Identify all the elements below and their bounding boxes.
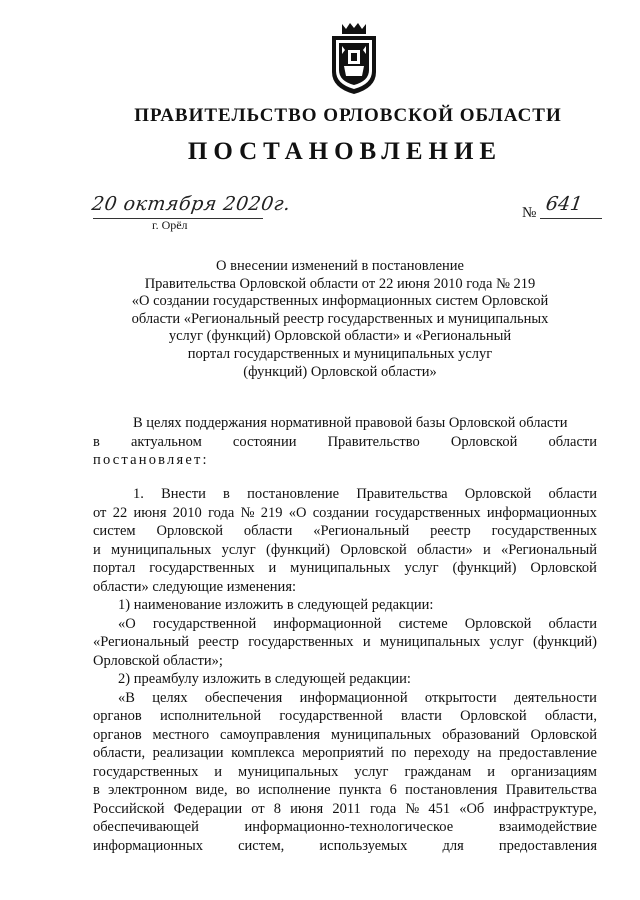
quote-line	[93, 744, 597, 763]
word: используемых	[319, 837, 408, 854]
quote-line	[93, 818, 597, 837]
word: власти	[400, 708, 442, 724]
word: Орловской	[530, 726, 597, 743]
word: по	[391, 745, 407, 761]
word: №	[405, 800, 420, 817]
quote-line: Орловской области»;	[93, 652, 223, 669]
word: во	[235, 782, 250, 798]
word: муниципальных	[330, 726, 432, 743]
title-line: портал государственных и муниципальных услуг	[187, 345, 493, 362]
word: государственных	[491, 523, 597, 539]
quote-line	[93, 726, 597, 745]
word: государственных	[375, 504, 481, 521]
word: пункта	[338, 782, 382, 798]
word: органов	[93, 726, 142, 743]
word: комплекса	[231, 745, 295, 761]
word: целях	[152, 689, 188, 706]
paragraph-line	[93, 522, 597, 541]
word: постановление	[247, 486, 340, 502]
government-heading: ПРАВИТЕЛЬСТВО ОРЛОВСКОЙ ОБЛАСТИ	[134, 105, 562, 126]
word: инфраструктуре,	[493, 800, 597, 817]
word: 451	[428, 800, 451, 817]
paragraph-line	[93, 541, 597, 560]
preamble-justified-line	[93, 433, 597, 452]
preamble	[93, 414, 597, 470]
word: государственной	[279, 708, 383, 724]
word: в	[93, 433, 100, 450]
paragraph-line: области» следующие изменения:	[93, 578, 297, 595]
word: «В	[118, 689, 135, 706]
word: системе	[398, 615, 448, 632]
word: актуальном	[130, 433, 202, 450]
word: области»	[417, 541, 473, 558]
title-line: области «Региональный реестр государственных и муниципальных	[131, 310, 549, 327]
word: 2010	[172, 504, 202, 521]
word: июня	[290, 800, 324, 817]
word: муниципальных	[290, 560, 391, 576]
paragraph-line	[93, 485, 597, 504]
word: услуг	[404, 560, 439, 576]
operative-text	[93, 485, 597, 855]
quote-line	[93, 763, 597, 782]
word: муниципальных	[238, 763, 339, 780]
word: состоянии	[232, 433, 297, 450]
word: услуг	[354, 763, 389, 780]
word: постановления	[405, 782, 498, 798]
paragraph-line	[93, 504, 597, 523]
word: 22	[112, 504, 128, 521]
word: информационной	[273, 615, 382, 632]
word: и	[362, 634, 371, 650]
word: систем,	[238, 837, 285, 854]
word: государственных	[248, 634, 354, 650]
word: информационных	[486, 504, 597, 521]
word: Федерации	[173, 800, 243, 817]
title-line: Правительства Орловской области от 22 июня 2010 года № 219	[144, 275, 536, 292]
word: июня	[133, 504, 167, 521]
quote-line	[93, 781, 597, 800]
coat-of-arms-icon	[326, 20, 382, 96]
word: информационно-технологическое	[244, 819, 454, 835]
word: обеспечения	[204, 689, 283, 706]
word: Орловской	[460, 708, 527, 724]
word: в	[93, 782, 100, 798]
word: Орловской	[156, 523, 224, 539]
word: «О	[288, 504, 307, 521]
title-line: (функций) Орловской области»	[243, 363, 437, 380]
word: исполнительной	[159, 708, 262, 724]
word: 2011	[332, 800, 361, 817]
word: реализации	[152, 745, 224, 761]
word: открытости	[424, 689, 497, 706]
word: области,	[544, 708, 597, 724]
word: государственных	[93, 763, 199, 780]
handwritten-number: 641	[544, 193, 584, 215]
word: государственных	[149, 560, 255, 576]
word: реестр	[430, 523, 471, 539]
word: в	[223, 486, 230, 502]
word: «О	[118, 615, 136, 632]
title-line: «О создании государственных информационных систем Орловской	[131, 293, 549, 310]
quote-line	[93, 837, 597, 856]
quote-line	[93, 707, 597, 726]
word: области,	[93, 745, 146, 761]
word: года	[208, 504, 235, 521]
quote-line	[93, 633, 597, 652]
word: Правительства	[505, 782, 597, 798]
word: предоставления	[498, 837, 597, 854]
word: систем	[93, 523, 136, 539]
word: местного	[152, 726, 210, 743]
word: Орловской	[530, 560, 597, 576]
word: реестр	[198, 634, 239, 650]
word: Правительства	[356, 486, 448, 502]
word: гражданам	[404, 763, 472, 780]
handwritten-date: 20 октября 2020г.	[90, 193, 293, 215]
word: органов	[93, 708, 142, 724]
word: области	[243, 523, 293, 539]
subparagraph-1: 1) наименование изложить в следующей редакции:	[118, 597, 434, 613]
word: мероприятий	[302, 745, 384, 761]
preamble-line: В целях поддержания нормативной правовой базы Орловской области	[133, 415, 568, 431]
word: муниципальных	[379, 634, 481, 650]
title-line: услуг (функций) Орловской области» и «Региональный	[168, 328, 512, 345]
word: и	[483, 541, 491, 558]
word: муниципальных	[111, 541, 212, 558]
city-label: г. Орёл	[152, 218, 188, 232]
quote-line	[93, 800, 597, 819]
paragraph-line	[93, 559, 597, 578]
word: и	[268, 560, 277, 576]
word: области	[548, 486, 597, 502]
word: 8	[273, 800, 282, 817]
word: Орловской	[340, 541, 407, 558]
word: 6	[389, 782, 397, 798]
word: области	[548, 433, 597, 450]
word: предоставление	[499, 745, 597, 761]
word: «Региональный	[313, 523, 410, 539]
quote-line	[93, 689, 597, 708]
word: создании	[312, 504, 369, 521]
subparagraph-2: 2) преамбулу изложить в следующей редакции:	[118, 671, 411, 687]
word: Орловской	[464, 615, 532, 632]
word: 219	[260, 504, 283, 521]
word: взаимодействие	[498, 819, 597, 835]
word: информационной	[299, 689, 408, 706]
number-sign: №	[522, 205, 537, 221]
word: области	[548, 615, 597, 632]
word: «Региональный	[501, 541, 597, 558]
quote-line	[93, 615, 597, 634]
word: на	[477, 745, 492, 761]
word: услуг	[221, 541, 256, 558]
word: от	[251, 800, 265, 817]
word: Правительство	[327, 433, 420, 450]
word: 1.	[133, 486, 144, 502]
word: виде,	[195, 782, 228, 798]
word: от	[93, 504, 107, 521]
word: «Региональный	[93, 634, 189, 650]
word: Внести	[161, 486, 206, 502]
word: организациям	[511, 763, 597, 780]
word: №	[240, 504, 255, 521]
word: и	[214, 763, 223, 780]
preamble-resolves: постановляет:	[93, 452, 209, 468]
word: исполнение	[258, 782, 331, 798]
word: образований	[442, 726, 520, 743]
word: Российской	[93, 800, 165, 817]
word: и	[93, 541, 101, 558]
word: переходу	[413, 745, 470, 761]
document-type-heading: ПОСТАНОВЛЕНИЕ	[187, 138, 503, 165]
word: государственной	[152, 615, 257, 632]
word: (функций)	[532, 634, 597, 650]
word: года	[369, 800, 397, 817]
word: электронном	[108, 782, 188, 798]
document-title	[100, 258, 580, 381]
word: (функций)	[452, 560, 517, 576]
word: самоуправления	[219, 726, 321, 743]
word: портал	[93, 560, 136, 576]
word: и	[487, 763, 496, 780]
word: деятельности	[513, 689, 597, 706]
word: обеспечивающей	[93, 819, 199, 835]
word: Орловской	[464, 486, 532, 502]
word: информационных	[93, 837, 203, 854]
word: «Об	[459, 800, 485, 817]
word: (функций)	[265, 541, 331, 558]
word: для	[442, 837, 464, 854]
title-line: О внесении изменений в постановление	[216, 258, 464, 274]
word: Орловской	[450, 433, 518, 450]
word: услуг	[489, 634, 524, 650]
